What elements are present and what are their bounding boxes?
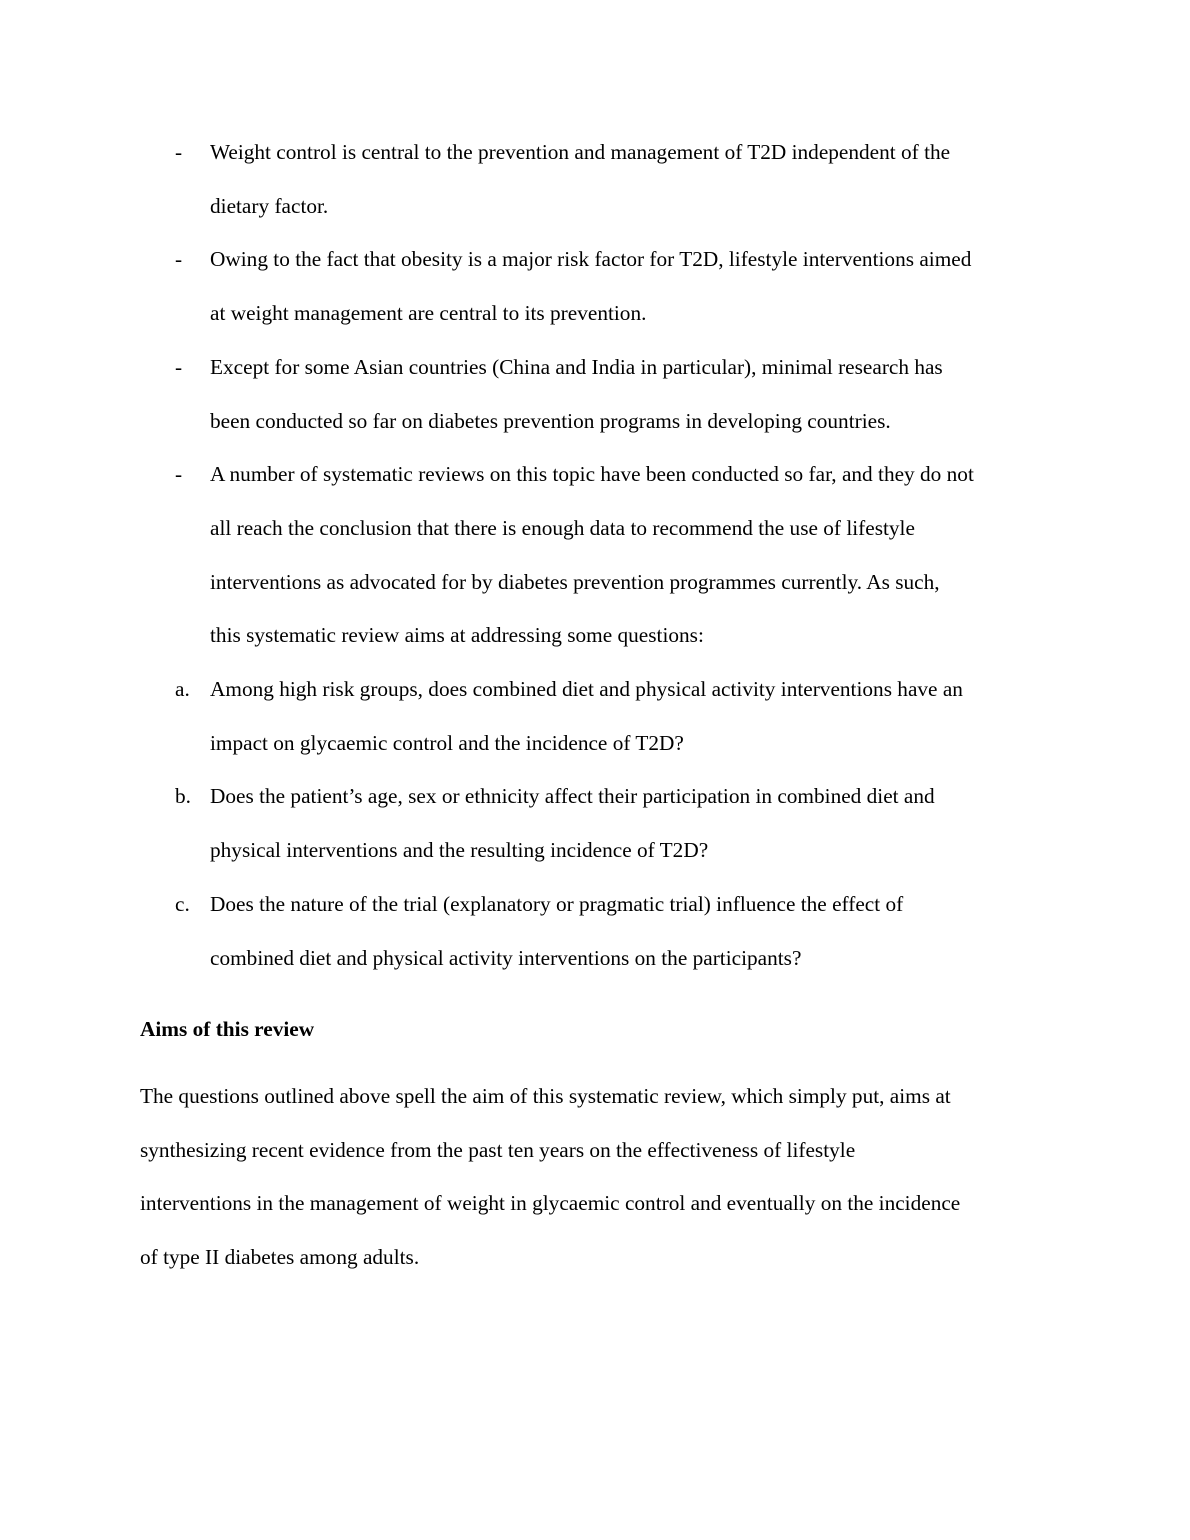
list-item xyxy=(175,126,1055,233)
text-line: A number of systematic reviews on this topic have been conducted so far, and they do not xyxy=(210,462,974,487)
question-marker: b. xyxy=(175,784,191,809)
text-line: physical interventions and the resulting incidence of T2D? xyxy=(210,838,709,863)
question-marker: c. xyxy=(175,891,190,916)
bullet-list xyxy=(175,126,1055,985)
text-line: Does the nature of the trial (explanatory or pragmatic trial) influence the effect of xyxy=(210,891,904,916)
text-line: Weight control is central to the prevention and management of T2D independent of the xyxy=(210,140,951,164)
question-text xyxy=(210,663,1055,770)
question-text xyxy=(210,770,1055,877)
section-heading: Aims of this review xyxy=(140,1017,315,1041)
text-line: been conducted so far on diabetes prevention programs in developing countries. xyxy=(210,408,891,433)
text-line: interventions as advocated for by diabetes prevention programmes currently. As such, xyxy=(210,569,940,594)
text-line: impact on glycaemic control and the incidence of T2D? xyxy=(210,730,684,755)
question-text xyxy=(210,878,1055,985)
list-item-text xyxy=(210,448,1055,663)
text-line: synthesizing recent evidence from the past ten years on the effectiveness of lifestyle xyxy=(140,1137,856,1162)
question-item xyxy=(175,770,1055,877)
list-item-text xyxy=(210,126,1055,233)
list-item xyxy=(175,448,1055,663)
bullet-marker: - xyxy=(175,462,183,487)
text-line: of type II diabetes among adults. xyxy=(140,1245,420,1270)
bullet-marker: - xyxy=(175,354,183,379)
text-line: this systematic review aims at addressing some questions: xyxy=(210,623,704,648)
text-line: at weight management are central to its prevention. xyxy=(210,301,647,326)
question-marker: a. xyxy=(175,677,190,702)
bullet-marker: - xyxy=(175,247,183,272)
text-line: all reach the conclusion that there is enough data to recommend the use of lifestyle xyxy=(210,515,915,540)
text-line: interventions in the management of weight in glycaemic control and eventually on the incidence xyxy=(140,1191,961,1216)
text-line: Does the patient’s age, sex or ethnicity affect their participation in combined diet and xyxy=(210,784,935,809)
text-line: Owing to the fact that obesity is a major risk factor for T2D, lifestyle interventions aimed xyxy=(210,247,972,272)
list-item xyxy=(175,341,1055,448)
text-line: Among high risk groups, does combined diet and physical activity interventions have an xyxy=(210,677,963,702)
text-line: combined diet and physical activity interventions on the participants? xyxy=(210,945,802,970)
question-item xyxy=(175,663,1055,770)
question-item xyxy=(175,878,1055,985)
list-item-text xyxy=(210,233,1055,340)
bullet-marker: - xyxy=(175,140,183,164)
text-line: The questions outlined above spell the aim of this systematic review, which simply put, aims at xyxy=(140,1084,951,1108)
section-paragraph xyxy=(140,1070,1055,1285)
list-item xyxy=(175,233,1055,340)
list-item-text xyxy=(210,341,1055,448)
text-line: Except for some Asian countries (China and India in particular), minimal research has xyxy=(210,354,943,379)
text-line: dietary factor. xyxy=(210,193,329,218)
